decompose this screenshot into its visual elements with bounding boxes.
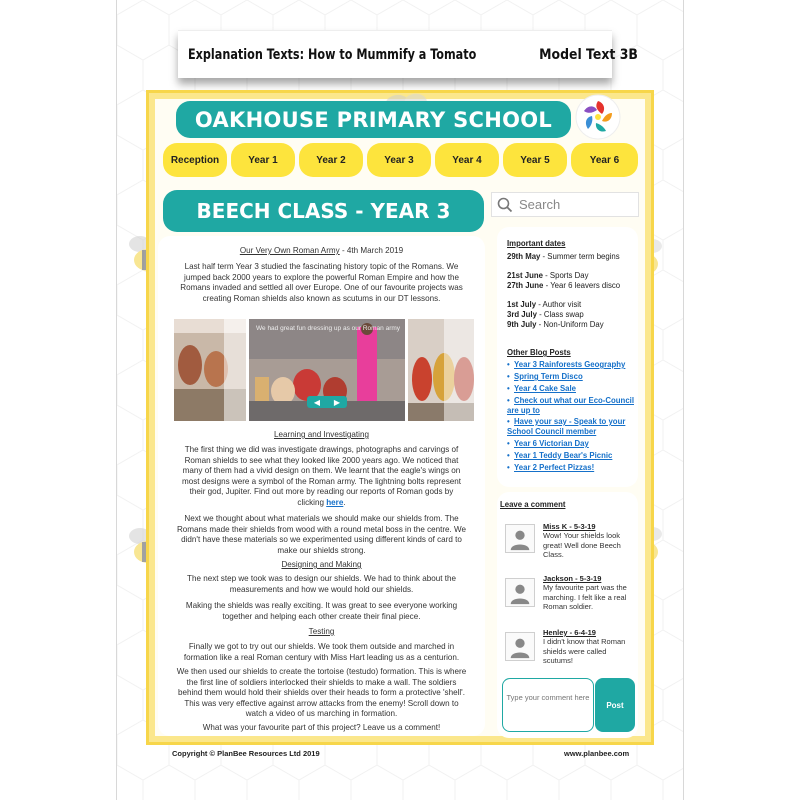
paragraph-tortoise: We then used our shields to create the tortoise (testudo) formation. This is where the first line of soldiers interlocked their shields to make a wall. The soldiers behind them would hold their shields over their heads to form a protective 'shell'. This was very effective against arrow attacks from the enemy! Scroll down to watch a video of us marching in formation.: [176, 667, 467, 719]
date-item: 27th June - Year 6 leavers disco: [507, 281, 621, 290]
worksheet-title: Explanation Texts: How to Mummify a Tomato: [188, 46, 477, 63]
nav-year-4[interactable]: Year 4: [435, 143, 499, 177]
post-title: Our Very Own Roman Army: [239, 246, 340, 255]
nav-year-3[interactable]: Year 3: [367, 143, 431, 177]
worksheet-banner: [178, 30, 639, 78]
comment-author: Jackson - 5-3-19: [543, 574, 602, 583]
date-item: 9th July - Non-Uniform Day: [507, 320, 604, 329]
comment-text: Wow! Your shields look great! Well done Beech Class.: [543, 531, 621, 559]
paragraph-making: Making the shields was really exciting. It was great to see everyone working together and helping each other create their final piece.: [185, 601, 458, 621]
blog-link[interactable]: • Year 1 Teddy Bear's Picnic: [507, 451, 613, 460]
nav-reception[interactable]: Reception: [163, 143, 227, 177]
arrow-right-icon[interactable]: ▶: [333, 397, 341, 407]
nav-year-1[interactable]: Year 1: [231, 143, 295, 177]
avatar-icon: [505, 632, 535, 661]
post-intro: Last half term Year 3 studied the fascinating history topic of the Romans. We jumped back 2000 years to explore the powerful Roman Empire and how the Romans invaded and settled all over Europe. One of our favourite projects was creating Roman shields also known as scutums in our DT lessons.: [180, 262, 463, 303]
arrow-left-icon[interactable]: ◀: [313, 397, 321, 407]
post-button[interactable]: Post: [595, 678, 635, 732]
paragraph-design: The next step we took was to design our shields. We had to think about the measurements and how we would hold our shields.: [187, 574, 456, 594]
comment-author: Miss K - 5-3-19: [543, 522, 596, 531]
search-input[interactable]: [519, 197, 629, 212]
post-date: - 4th March 2019: [339, 246, 404, 255]
blog-link[interactable]: • Spring Term Disco: [507, 372, 583, 381]
search-icon[interactable]: [497, 197, 513, 213]
school-logo-icon[interactable]: [574, 93, 622, 141]
nav-year-6[interactable]: Year 6: [571, 143, 638, 177]
website-footer: www.planbee.com: [564, 749, 630, 758]
important-dates-heading: Important dates: [507, 239, 566, 248]
school-name-header[interactable]: OAKHOUSE PRIMARY SCHOOL: [176, 101, 571, 138]
blog-post: [158, 236, 485, 736]
paragraph-testing: Finally we got to try out our shields. We took them outside and marched in formation like a real Roman century with Miss Hart leading us as a centurion.: [183, 642, 460, 662]
paragraph-learning-text: The first thing we did was investigate drawings, photographs and carvings of Roman shields to see what they looked like 2000 years ago. We noticed that many of them had a vivid design on them. We learnt that the eagle's wings on most designs were a symbol of the Roman army. The lightning bolts represent their god, Jupiter. Find out more by reading our reports of Roman gods by clicking: [181, 445, 462, 507]
blog-posts-heading: Other Blog Posts: [507, 348, 571, 357]
date-item: 29th May - Summer term begins: [507, 252, 620, 261]
leave-comment-heading: Leave a comment: [500, 500, 566, 509]
class-title: BEECH CLASS - YEAR 3: [163, 190, 484, 232]
blog-link[interactable]: • Have your say - Speak to your School Council member: [507, 417, 626, 436]
comment-text: My favourite part was the marching. I felt like a real Roman soldier.: [543, 583, 627, 611]
model-text-label: Model Text 3B: [539, 46, 639, 63]
comment-author: Henley - 6-4-19: [543, 628, 596, 637]
blog-link[interactable]: • Year 4 Cake Sale: [507, 384, 576, 393]
gallery-arrows[interactable]: [307, 396, 347, 408]
paragraph-question: What was your favourite part of this project? Leave us a comment!: [202, 723, 441, 732]
comment-text: I didn't know that Roman shields were called scutums!: [543, 637, 626, 665]
gallery-photo: [174, 319, 246, 421]
sidebar: [497, 227, 638, 487]
blog-link[interactable]: • Check out what our Eco-Council are up to: [507, 396, 634, 415]
search-box[interactable]: [491, 192, 639, 217]
section-heading-learning: Learning and Investigating: [274, 430, 369, 439]
post-heading-line: [158, 246, 485, 257]
nav-year-2[interactable]: Year 2: [299, 143, 363, 177]
blog-link[interactable]: • Year 3 Rainforests Geography: [507, 360, 626, 369]
blog-link[interactable]: • Year 2 Perfect Pizzas!: [507, 463, 595, 472]
gallery-photo: [408, 319, 474, 421]
year-nav: [163, 143, 638, 177]
photo-caption: We had great fun dressing up as our Roman army: [256, 325, 401, 332]
section-heading-designing: Designing and Making: [281, 560, 362, 569]
nav-year-5[interactable]: Year 5: [503, 143, 567, 177]
section-heading-testing: Testing: [308, 627, 335, 636]
paragraph-materials: Next we thought about what materials we should make our shields from. The Romans made their shields from wood with a round metal boss in the centre. We didn't have these materials so we experimented using different kinds of card to make our shields strong.: [176, 514, 467, 555]
date-item: 3rd July - Class swap: [507, 310, 584, 319]
blog-link[interactable]: • Year 6 Victorian Day: [507, 439, 589, 448]
photo-gallery[interactable]: [174, 319, 474, 421]
comments-panel: [497, 492, 638, 738]
avatar-icon: [505, 578, 535, 607]
copyright-footer: Copyright © PlanBee Resources Ltd 2019: [172, 749, 320, 758]
avatar-icon: [505, 524, 535, 553]
date-item: 21st June - Sports Day: [507, 271, 589, 280]
comment-input[interactable]: [502, 678, 594, 732]
date-item: 1st July - Author visit: [507, 300, 582, 309]
here-link[interactable]: here: [326, 497, 344, 507]
paragraph-learning: The first thing we did was investigate drawings, photographs and carvings of Roman shields to see what they looked like 2000 years ago. We noticed that many of them had a vivid design on them. We learnt that the eagle's wings on most designs were a symbol of the Roman army. The lightning bolts represent their god, Jupiter. Find out more by reading our reports of Roman gods by clicking here.: [181, 445, 462, 507]
